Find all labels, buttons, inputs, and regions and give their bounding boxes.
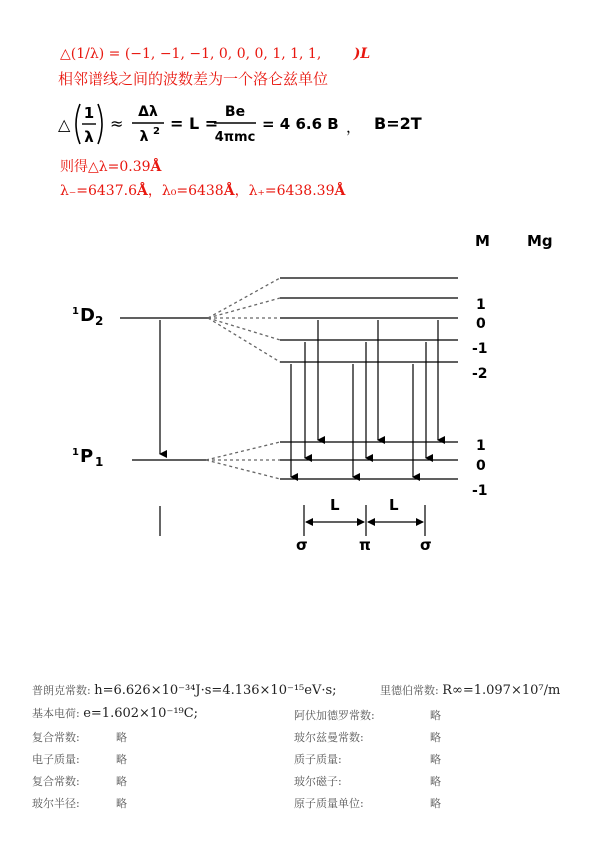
lower-m-label: 1 [476, 438, 486, 454]
constant-row-label: 玻尔磁子: [294, 775, 342, 788]
formula-field: B=2T [374, 114, 422, 133]
constant-row-label: 玻尔兹曼常数: [294, 731, 364, 744]
planck-label: 普朗克常数: [32, 684, 91, 697]
upper-m-label: -1 [472, 341, 488, 357]
constant-row-value: 略 [116, 797, 127, 810]
constant-row-label: 电子质量: [32, 753, 80, 766]
constant-row-value: 略 [430, 797, 441, 810]
avogadro-value: 略 [430, 709, 441, 722]
constant-row-label: 质子质量: [294, 753, 342, 766]
elementary-charge [32, 705, 198, 721]
lambda-minus: λ₋=6437.6 [60, 183, 137, 199]
zeeman-level-diagram [0, 220, 610, 560]
planck-constant [32, 682, 337, 698]
polarization-sigma-left: σ [296, 536, 308, 554]
column-mg-label: Mg [527, 232, 553, 250]
rydberg-value: R∞=1.097×10⁷/m [442, 683, 561, 698]
column-m-label: M [475, 232, 490, 250]
upper-sublevels [280, 278, 458, 362]
upper-m-label: 1 [476, 297, 486, 313]
constant-row-label: 复合常数: [32, 775, 80, 788]
wavelengths-line [60, 180, 345, 200]
polarization-sigma-right: σ [420, 536, 432, 554]
lambda-plus: ，λ₊=6438.39 [234, 183, 335, 199]
angstrom-unit: Å [223, 183, 235, 199]
delta-lambda-line [60, 156, 161, 176]
constant-row-value: 略 [430, 731, 441, 744]
formula-result: = 4 6.6 B [262, 115, 339, 133]
rydberg-label: 里德伯常数: [380, 684, 439, 697]
upper-m-label: 0 [476, 316, 486, 332]
constant-row-value: 略 [116, 731, 127, 744]
rydberg-constant [380, 682, 560, 698]
angstrom-unit: Å [150, 159, 162, 175]
wavenumber-note: 相邻谱线之间的波数差为一个洛仑兹单位 [58, 70, 329, 88]
constant-row-label: 复合常数: [32, 731, 80, 744]
constant-row-value: 略 [116, 753, 127, 766]
constant-row-value: 略 [430, 753, 441, 766]
zeeman-shift-line [60, 46, 370, 62]
constant-row-value: 略 [116, 775, 127, 788]
formula-power: 2 [153, 126, 160, 137]
planck-value: h=6.626×10⁻³⁴J·s=4.136×10⁻¹⁵eV·s; [94, 683, 337, 698]
constant-row-label: 玻尔半径: [32, 797, 80, 810]
formula-num1: 1 [83, 104, 95, 122]
constant-row-label: 原子质量单位: [294, 797, 364, 810]
charge-value: e=1.602×10⁻¹⁹C; [83, 706, 199, 721]
lower-level-letter: P [80, 446, 94, 467]
lower-level-sub: 1 [95, 455, 104, 469]
transition-arrows [291, 320, 438, 477]
lower-m-label: 0 [476, 458, 486, 474]
lower-level-label [72, 446, 103, 469]
delta-lambda-value: 则得△λ=0.39 [60, 159, 151, 175]
lorentz-formula [50, 96, 470, 152]
upper-level-sup: 1 [72, 306, 79, 317]
spacing-brackets [304, 505, 425, 536]
charge-label: 基本电荷: [32, 707, 80, 720]
constant-row-value: 略 [430, 775, 441, 788]
polarization-pi: π [359, 536, 371, 554]
formula-delta: △ [58, 115, 71, 134]
formula-den3: 4πmc [214, 130, 256, 145]
upper-m-label: -2 [472, 366, 488, 382]
formula-num2: Δλ [138, 104, 158, 120]
formula-den2: λ [139, 129, 149, 145]
angstrom-unit: Å [136, 183, 148, 199]
lower-m-label: -1 [472, 483, 488, 499]
formula-approx: ≈ [110, 114, 124, 133]
angstrom-unit: Å [334, 183, 346, 199]
formula-eq-l: = L = [170, 114, 219, 133]
upper-level-letter: D [80, 305, 95, 326]
avogadro-label: 阿伏加德罗常数: [294, 709, 375, 722]
upper-level-sub: 2 [95, 314, 104, 328]
formula-den1: λ [84, 128, 94, 146]
shift-unit: )L [353, 46, 371, 62]
lower-level-sup: 1 [72, 447, 79, 458]
formula-comma: ， [346, 118, 362, 136]
upper-level-label [72, 305, 103, 328]
lambda-zero: ，λ₀=6438 [147, 183, 224, 199]
spacing-label: L [330, 496, 340, 514]
lower-sublevels [280, 442, 458, 479]
upper-fan-lines [208, 278, 280, 362]
shift-values: △(1/λ) = (−1, −1, −1, 0, 0, 0, 1, 1, 1, [60, 46, 322, 62]
formula-num3: Be [224, 104, 246, 120]
lower-fan-lines [206, 442, 280, 479]
spacing-label: L [389, 496, 399, 514]
